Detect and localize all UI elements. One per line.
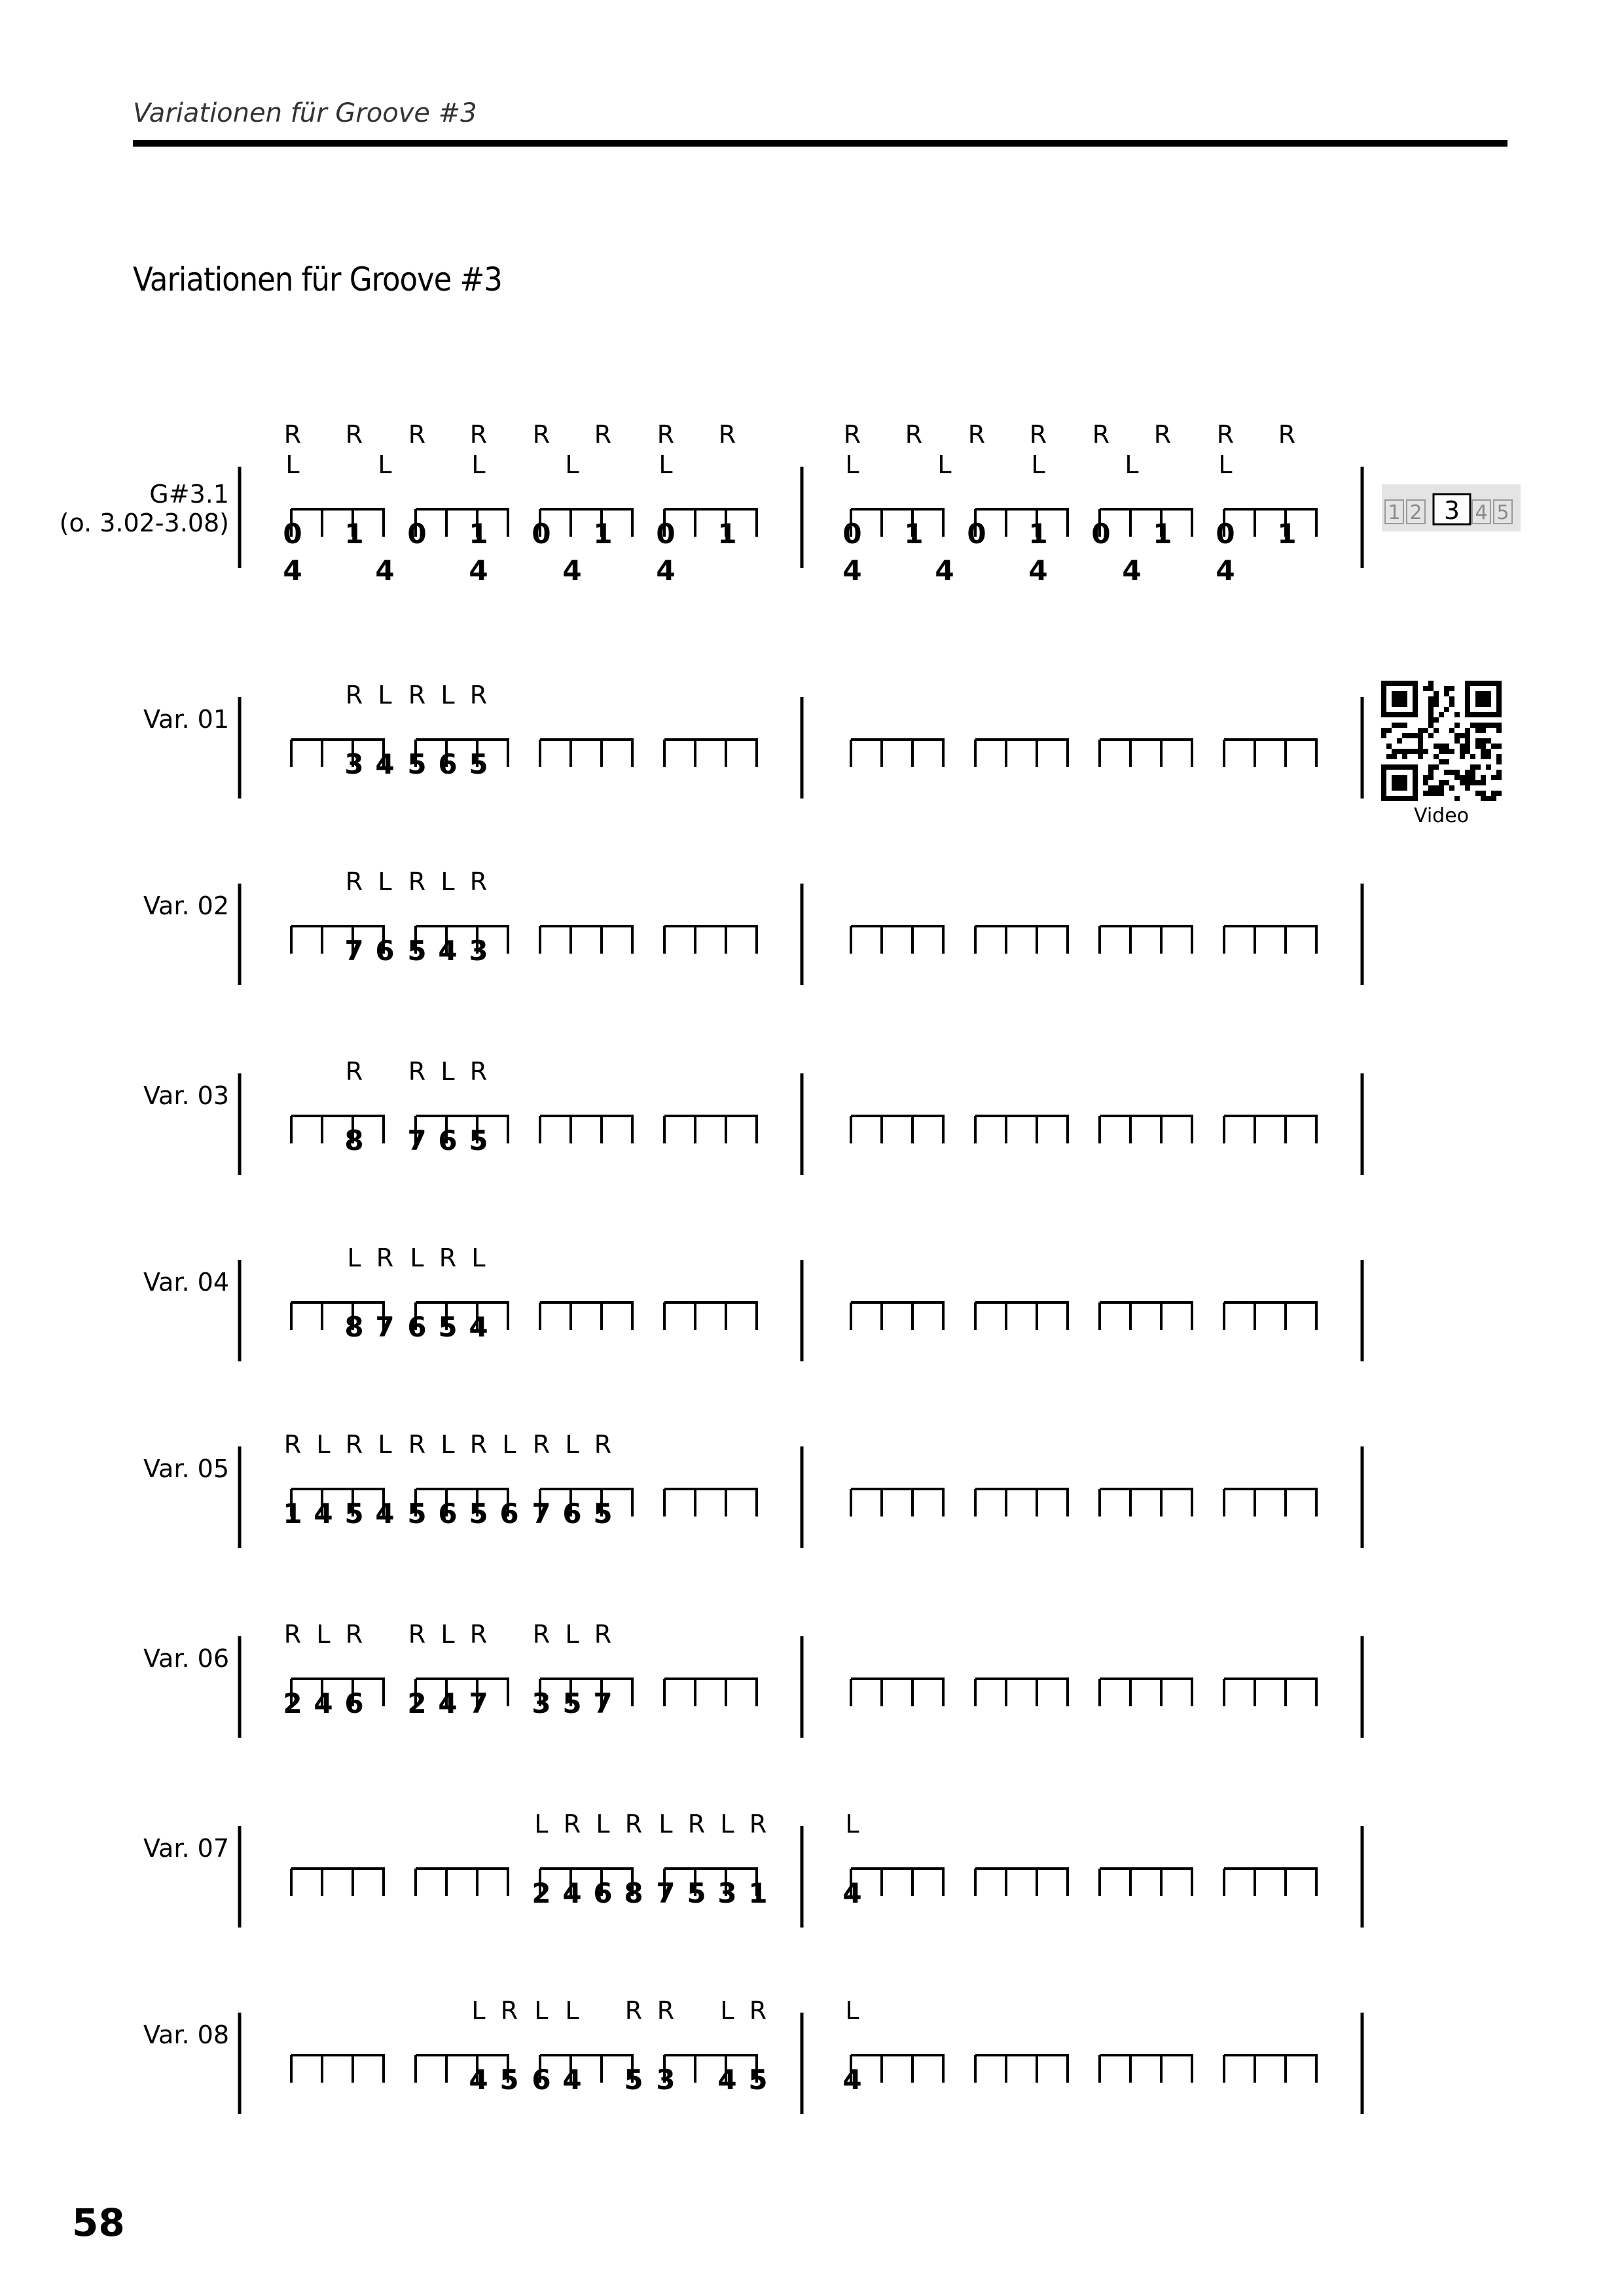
rhythm-system <box>143 1996 1362 2114</box>
count-number: 5 <box>438 1311 458 1343</box>
sticking-letter: L <box>471 1996 486 2025</box>
sticking-right: R <box>1029 420 1047 449</box>
system-label: Var. 01 <box>143 705 229 734</box>
sticking-letter: R <box>376 1244 394 1272</box>
sticking-left: L <box>285 450 300 479</box>
sticking-left: L <box>659 450 673 479</box>
sticking-letter: R <box>532 1620 550 1649</box>
count-number: 8 <box>344 1124 364 1157</box>
count-number: 1 <box>717 518 737 550</box>
sticking-letter: R <box>532 1430 550 1459</box>
sticking-letter: R <box>408 1620 426 1649</box>
sticking-letter: L <box>534 1996 549 2025</box>
sticking-letter: R <box>283 1620 302 1649</box>
qr-code-icon[interactable] <box>1381 681 1502 801</box>
count-number: 0 <box>1216 518 1235 550</box>
sticking-letter: R <box>469 681 488 709</box>
sticking-letter: R <box>687 1810 706 1839</box>
count-number: 1 <box>593 518 613 550</box>
count-number: 1 <box>469 518 488 550</box>
system-label: Var. 05 <box>143 1454 229 1483</box>
count-number: 1 <box>1153 518 1172 550</box>
sticking-letter: R <box>624 1810 643 1839</box>
sticking-left: L <box>471 450 486 479</box>
sticking-right: R <box>843 420 861 449</box>
sticking-letter: L <box>441 1057 455 1086</box>
count-number: 7 <box>407 1124 427 1157</box>
count-number: 1 <box>904 518 924 550</box>
sticking-right: R <box>1216 420 1235 449</box>
count-number: 0 <box>656 518 676 550</box>
rhythm-system <box>60 420 1362 586</box>
count-number: 5 <box>593 1498 613 1530</box>
sticking-letter: L <box>441 867 455 896</box>
count-number: 4 <box>469 2064 488 2096</box>
rhythm-system <box>143 1244 1362 1361</box>
count-number: 4 <box>656 554 676 586</box>
count-number: 5 <box>687 1877 706 1909</box>
running-header: Variationen für Groove #3 <box>133 98 477 128</box>
count-number: 4 <box>842 554 862 586</box>
sticking-letter: R <box>283 1430 302 1459</box>
count-number: 5 <box>469 748 488 780</box>
count-number: 4 <box>1122 554 1142 586</box>
sticking-letter: R <box>469 1430 488 1459</box>
count-number: 4 <box>562 2064 582 2096</box>
sticking-letter: L <box>565 1996 579 2025</box>
sticking-right: R <box>594 420 612 449</box>
sticking-letter: R <box>749 1810 767 1839</box>
system-label: Var. 04 <box>143 1268 229 1297</box>
sticking-letter: L <box>720 1810 734 1839</box>
qr-caption: Video <box>1413 804 1470 827</box>
sticking-right: R <box>283 420 302 449</box>
count-number: 5 <box>407 935 427 967</box>
count-number: 7 <box>593 1687 613 1719</box>
sticking-letter: R <box>345 1620 363 1649</box>
sticking-letter: L <box>316 1620 331 1649</box>
counter-digit: 4 <box>1475 501 1488 524</box>
sticking-letter: R <box>469 1620 488 1649</box>
sticking-right: R <box>345 420 363 449</box>
count-number: 4 <box>562 554 582 586</box>
sticking-letter: R <box>749 1996 767 2025</box>
sticking-letter: L <box>441 1430 455 1459</box>
count-number: 6 <box>593 1877 613 1909</box>
count-number: 0 <box>283 518 302 550</box>
count-number: 4 <box>469 554 488 586</box>
count-number: 3 <box>469 935 488 967</box>
sticking-letter: R <box>408 681 426 709</box>
count-number: 3 <box>717 1877 737 1909</box>
sticking-letter: R <box>469 867 488 896</box>
sticking-left: L <box>378 450 392 479</box>
sticking-letter: L <box>565 1620 579 1649</box>
sticking-letter: L <box>659 1810 673 1839</box>
count-number: 4 <box>375 748 395 780</box>
sticking-letter: R <box>439 1244 457 1272</box>
count-number: 3 <box>532 1687 551 1719</box>
sticking-letter: R <box>657 1996 675 2025</box>
count-number: 4 <box>717 2064 737 2096</box>
count-number: 4 <box>469 1311 488 1343</box>
count-number: 6 <box>344 1687 364 1719</box>
system-label: G#3.1 <box>149 480 229 509</box>
sticking-letter: L <box>441 1620 455 1649</box>
sticking-letter: R <box>408 1057 426 1086</box>
count-number: 5 <box>562 1687 582 1719</box>
count-number: 4 <box>375 1498 395 1530</box>
count-number: 6 <box>438 748 458 780</box>
sticking-right: R <box>1092 420 1110 449</box>
count-number: 4 <box>314 1687 333 1719</box>
count-number: 1 <box>344 518 364 550</box>
count-number: 0 <box>842 518 862 550</box>
count-number: 5 <box>469 1498 488 1530</box>
count-number: 5 <box>748 2064 768 2096</box>
sticking-left: L <box>1031 450 1045 479</box>
sticking-right: R <box>1153 420 1172 449</box>
system-label: Var. 06 <box>143 1644 229 1673</box>
count-number: 5 <box>469 1124 488 1157</box>
sticking-letter: R <box>594 1620 612 1649</box>
count-number: 4 <box>842 2064 862 2096</box>
sticking-right: R <box>718 420 736 449</box>
sticking-right: R <box>967 420 986 449</box>
sticking-letter: R <box>624 1996 643 2025</box>
system-label: Var. 02 <box>143 891 229 920</box>
count-number: 1 <box>1028 518 1048 550</box>
count-number: 1 <box>283 1498 302 1530</box>
counter-digit-selected: 3 <box>1443 496 1460 525</box>
rhythm-system <box>143 867 1362 985</box>
section-title: Variationen für Groove #3 <box>133 260 502 298</box>
count-number: 6 <box>532 2064 551 2096</box>
count-number: 4 <box>562 1877 582 1909</box>
sticking-letter: R <box>345 1057 363 1086</box>
count-number: 8 <box>344 1311 364 1343</box>
sticking-letter: L <box>471 1244 486 1272</box>
count-number: 0 <box>532 518 551 550</box>
sticking-right: R <box>1278 420 1296 449</box>
sticking-letter: R <box>408 867 426 896</box>
system-label: Var. 08 <box>143 2020 229 2049</box>
count-number: 1 <box>1277 518 1297 550</box>
rhythm-system <box>143 1810 1362 1928</box>
count-number: 4 <box>375 554 395 586</box>
sticking-letter: R <box>345 681 363 709</box>
sticking-letter: L <box>441 681 455 709</box>
count-number: 3 <box>344 748 364 780</box>
count-number: 8 <box>624 1877 643 1909</box>
count-number: 5 <box>624 2064 643 2096</box>
count-number: 7 <box>344 935 364 967</box>
count-number: 4 <box>283 554 302 586</box>
system-label: (o. 3.02-3.08) <box>59 509 229 537</box>
count-number: 4 <box>1216 554 1235 586</box>
count-number: 4 <box>438 935 458 967</box>
count-number: 6 <box>562 1498 582 1530</box>
sticking-letter: L <box>596 1810 610 1839</box>
count-number: 4 <box>314 1498 333 1530</box>
sticking-letter: R <box>408 1430 426 1459</box>
rhythm-system <box>143 1620 1362 1738</box>
count-number: 0 <box>967 518 986 550</box>
sticking-letter: L <box>316 1430 331 1459</box>
count-number: 2 <box>283 1687 302 1719</box>
sticking-right: R <box>408 420 426 449</box>
count-number: 2 <box>532 1877 551 1909</box>
count-number: 4 <box>842 1877 862 1909</box>
sticking-letter: L <box>347 1244 361 1272</box>
sticking-letter: R <box>469 1057 488 1086</box>
rhythm-system <box>143 1057 1362 1175</box>
sticking-letter: L <box>378 1430 392 1459</box>
count-number: 0 <box>1091 518 1111 550</box>
sticking-left: L <box>1218 450 1233 479</box>
sticking-letter: L <box>845 1810 859 1839</box>
count-number: 3 <box>656 2064 676 2096</box>
sticking-left: L <box>937 450 952 479</box>
page-number: 58 <box>72 2200 125 2245</box>
count-number: 5 <box>344 1498 364 1530</box>
count-number: 5 <box>407 1498 427 1530</box>
sticking-left: L <box>1125 450 1139 479</box>
sticking-letter: L <box>845 1996 859 2025</box>
sticking-letter: L <box>410 1244 424 1272</box>
sticking-letter: L <box>565 1430 579 1459</box>
counter-box <box>1382 484 1521 531</box>
count-number: 4 <box>438 1687 458 1719</box>
sticking-letter: L <box>378 867 392 896</box>
count-number: 1 <box>748 1877 768 1909</box>
sticking-left: L <box>845 450 859 479</box>
sticking-right: R <box>905 420 923 449</box>
sticking-right: R <box>532 420 550 449</box>
count-number: 6 <box>375 935 395 967</box>
count-number: 6 <box>499 1498 519 1530</box>
count-number: 6 <box>407 1311 427 1343</box>
sticking-letter: R <box>345 1430 363 1459</box>
count-number: 4 <box>1028 554 1048 586</box>
sticking-letter: L <box>502 1430 516 1459</box>
count-number: 6 <box>438 1124 458 1157</box>
counter-digit: 5 <box>1496 501 1509 524</box>
rhythm-system <box>143 1430 1362 1548</box>
rhythm-system <box>143 681 1362 798</box>
sticking-letter: L <box>720 1996 734 2025</box>
system-label: Var. 07 <box>143 1834 229 1863</box>
system-label: Var. 03 <box>143 1081 229 1110</box>
sticking-left: L <box>565 450 579 479</box>
counter-digit: 2 <box>1409 501 1422 524</box>
count-number: 7 <box>375 1311 395 1343</box>
count-number: 0 <box>407 518 427 550</box>
sticking-right: R <box>657 420 675 449</box>
sticking-letter: L <box>378 681 392 709</box>
counter-digit: 1 <box>1388 501 1401 524</box>
count-number: 5 <box>407 748 427 780</box>
count-number: 7 <box>656 1877 676 1909</box>
sticking-letter: R <box>500 1996 518 2025</box>
count-number: 6 <box>438 1498 458 1530</box>
count-number: 4 <box>935 554 954 586</box>
count-number: 2 <box>407 1687 427 1719</box>
sticking-letter: L <box>534 1810 549 1839</box>
count-number: 7 <box>532 1498 551 1530</box>
sticking-letter: R <box>345 867 363 896</box>
count-number: 7 <box>469 1687 488 1719</box>
count-number: 5 <box>499 2064 519 2096</box>
sticking-letter: R <box>594 1430 612 1459</box>
sticking-right: R <box>469 420 488 449</box>
sticking-letter: R <box>563 1810 581 1839</box>
